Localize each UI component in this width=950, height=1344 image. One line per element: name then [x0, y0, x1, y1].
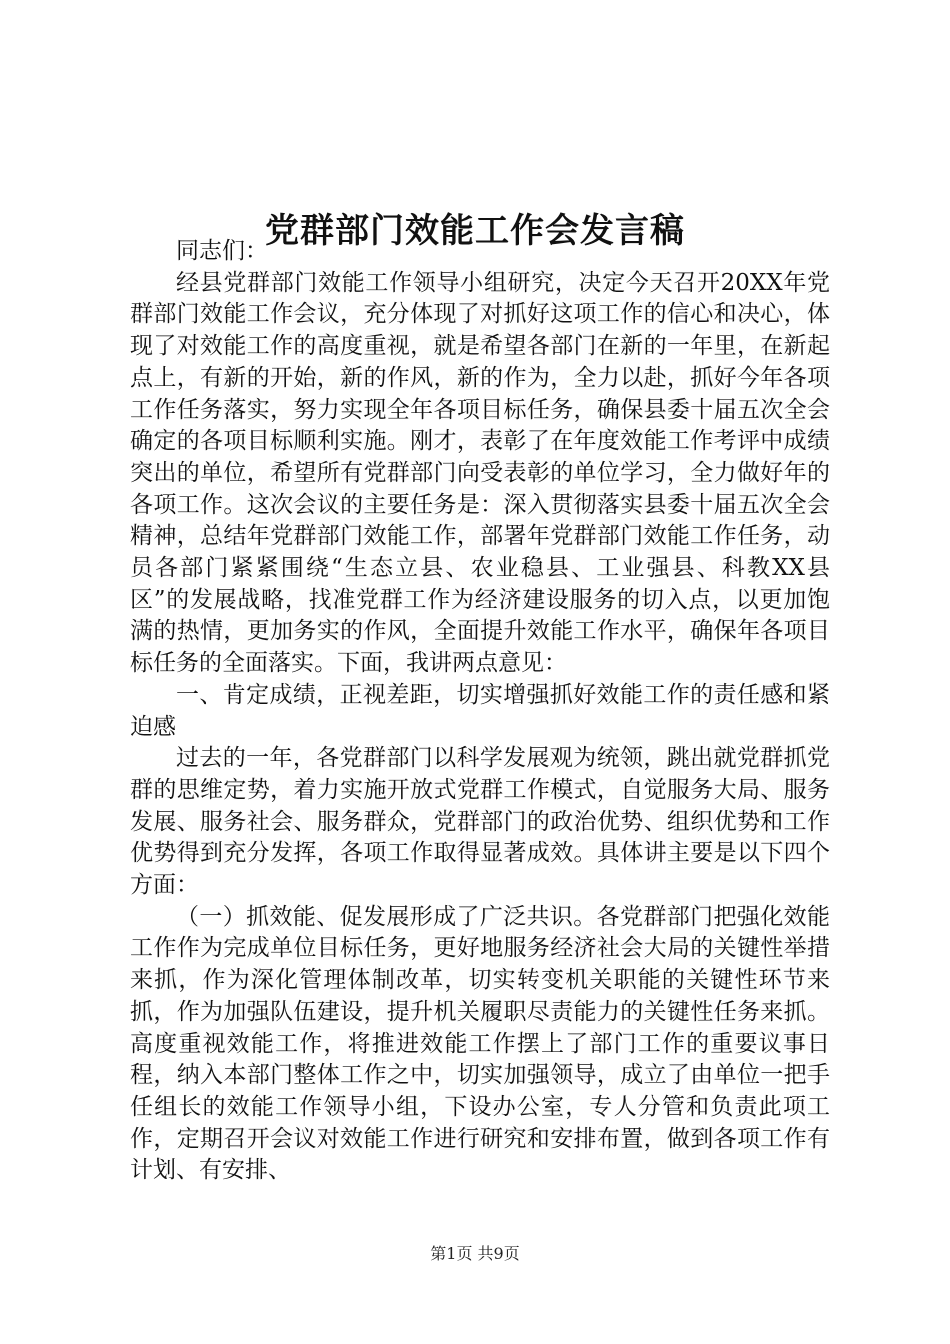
document-title: 党群部门效能工作会发言稿	[265, 210, 685, 251]
salutation-paragraph: 同志们：	[176, 238, 268, 264]
body-paragraph: （一）抓效能、促发展形成了广泛共识。各党群部门把强化效能工作作为完成单位目标任务，更好地服务经济社会大局的关键性举措来抓，作为深化管理体制改革，切实转变机关职能的关键性环节来抓，作为加强队伍建设，提升机关履职尽责能力的关键性任务来抓。高度重视效能工作，将推进效能工作摆上了部门工作的重要议事日程，纳入本部门整体工作之中，切实加强领导，成立了由单位一把手任组长的效能工作领导小组，下设办公室，专人分管和负责此项工作，定期召开会议对效能工作进行研究和安排布置，做到各项工作有计划、有安排、	[130, 903, 830, 1184]
page-footer: 第1页 共9页	[430, 1244, 520, 1263]
section-heading-1: 一、肯定成绩，正视差距，切实增强抓好效能工作的责任感和紧迫感	[130, 681, 830, 740]
body-paragraph: 过去的一年，各党群部门以科学发展观为统领，跳出就党群抓党群的思维定势，着力实施开放式党群工作模式，自觉服务大局、服务发展、服务社会、服务群众，党群部门的政治优势、组织优势和工作优势得到充分发挥，各项工作取得显著成效。具体讲主要是以下四个方面：	[130, 745, 830, 899]
document-body	[130, 236, 830, 1187]
intro-paragraph: 经县党群部门效能工作领导小组研究，决定今天召开20XX年党群部门效能工作会议，充分体现了对抓好这项工作的信心和决心，体现了对效能工作的高度重视，就是希望各部门在新的一年里，在新起点上，有新的开始，新的作风，新的作为，全力以赴，抓好今年各项工作任务落实，努力实现全年各项目标任务，确保县委十届五次全会确定的各项目标顺利实施。刚才，表彰了在年度效能工作考评中成绩突出的单位，希望所有党群部门向受表彰的单位学习，全力做好年的各项工作。这次会议的主要任务是：深入贯彻落实县委十届五次全会精神，总结年党群部门效能工作，部署年党群部门效能工作任务，动员各部门紧紧围绕“生态立县、农业稳县、工业强县、科教XX县区”的发展战略，找准党群工作为经济建设服务的切入点，以更加饱满的热情，更加务实的作风，全面提升效能工作水平，确保年各项目标任务的全面落实。下面，我讲两点意见：	[130, 269, 830, 677]
